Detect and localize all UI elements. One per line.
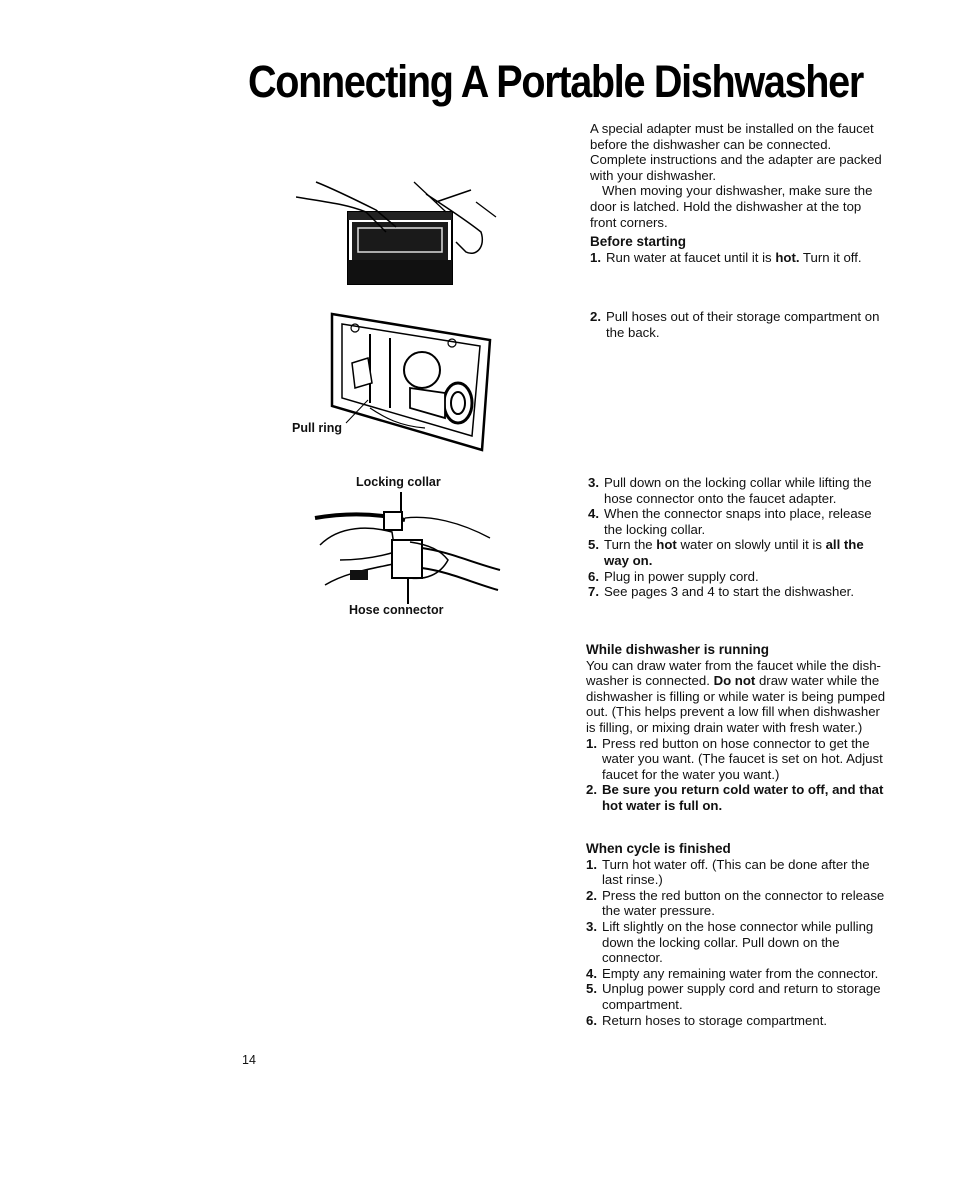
list-item: 6. Plug in power supply cord. [588, 568, 759, 584]
running-section [586, 642, 888, 814]
running-paragraph: You can draw water from the faucet while the dish-washer is connected. Do not draw water while the dishwasher is filling or while water is being pumped out. (This helps prevent a low fill when dishwasher is filling, or mixing drain water with fresh water.) [586, 657, 886, 735]
list-item: 2. Be sure you return cold water to off, and that hot water is full on. [586, 782, 884, 813]
list-item: 1. Turn hot water off. (This can be done after the last rinse.) [586, 856, 870, 888]
list-item: 5. Turn the hot water on slowly until it is all the way on. [588, 537, 864, 568]
carrying-dishwasher-illustration [296, 172, 506, 287]
list-item: 1. Press red button on hose connector to get the water you want. (The faucet is set on hot. Adjust faucet for the water you want.) [586, 735, 883, 782]
finished-heading: When cycle is finished [586, 841, 731, 856]
intro-paragraph-2: When moving your dishwasher, make sure the door is latched. Hold the dishwasher at the top front corners. [590, 183, 873, 230]
list-item: 5. Unplug power supply cord and return to storage compartment. [586, 981, 881, 1012]
page-number: 14 [242, 1053, 256, 1067]
list-item: 2. Press the red button on the connector to release the water pressure. [586, 887, 885, 919]
list-item: 6. Return hoses to storage compartment. [586, 1012, 828, 1028]
list-item: 4. When the connector snaps into place, release the locking collar. [588, 506, 872, 537]
step-2 [590, 309, 890, 340]
list-item: 4. Empty any remaining water from the connector. [586, 965, 879, 981]
list-item: 3. Pull down on the locking collar while lifting the hose connector onto the faucet adapter. [588, 475, 872, 506]
page-title: Connecting A Portable Dishwasher [248, 56, 863, 107]
intro-paragraph-1: A special adapter must be installed on the faucet before the dishwasher can be connected. Complete instructions and the adapter are packed with your dishwasher. [590, 121, 882, 183]
list-item: 3. Lift slightly on the hose connector while pulling down the locking collar. Pull down on the connector. [586, 918, 874, 966]
list-item: 2. Pull hoses out of their storage compartment on the back. [590, 309, 880, 340]
intro-section [590, 121, 890, 230]
before-starting-heading: Before starting [590, 234, 687, 249]
running-heading: While dishwasher is running [586, 642, 770, 657]
list-item: 7. See pages 3 and 4 to start the dishwasher. [588, 584, 854, 600]
before-starting-section [590, 234, 890, 265]
hose-connector-illustration [300, 490, 505, 605]
hose-connector-label: Hose connector [349, 603, 444, 617]
finished-section [586, 841, 888, 1028]
locking-collar-label: Locking collar [356, 475, 441, 489]
storage-compartment-illustration [330, 308, 495, 453]
list-item: 1. Run water at faucet until it is hot. Turn it off. [590, 249, 862, 265]
pull-ring-label: Pull ring [292, 421, 342, 435]
steps-3-7 [588, 475, 888, 600]
